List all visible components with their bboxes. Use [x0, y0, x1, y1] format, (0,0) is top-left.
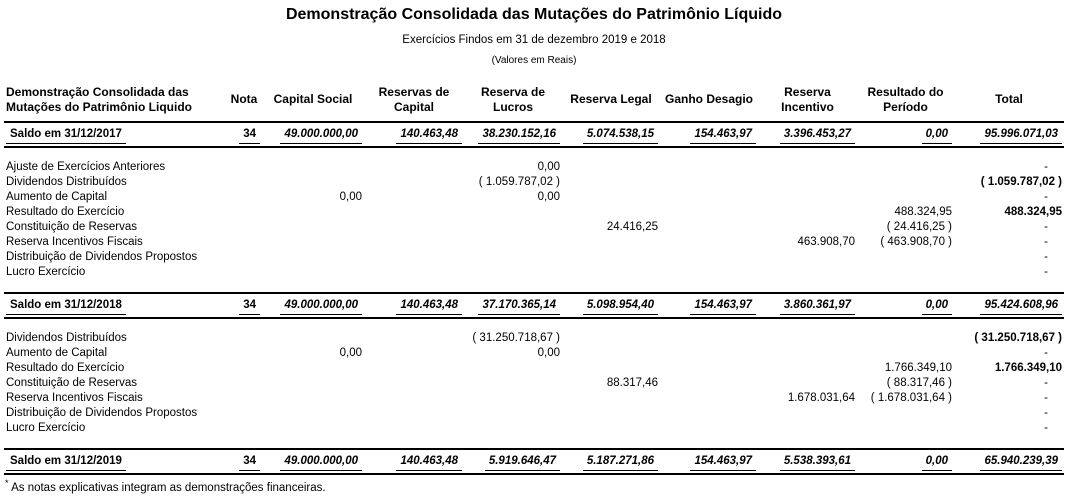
row-label: Reserva Incentivos Fiscais [6, 392, 143, 404]
value-cell [758, 250, 857, 265]
value-cell: 49.000.000,00 [262, 122, 364, 147]
value-cell [660, 376, 758, 391]
movement-row [4, 190, 1064, 205]
row-label: Saldo em 31/12/2018 [4, 293, 226, 318]
value-cell [660, 160, 758, 175]
row-label: Resultado do Exercício [6, 362, 125, 374]
row-label: Distribuição de Dividendos Propostos [6, 251, 198, 263]
value-cell: 95.424.608,96 [954, 293, 1064, 318]
value-cell: - [1044, 251, 1048, 263]
value-cell [226, 235, 262, 250]
page-title: Demonstração Consolidada das Mutações do Patrimônio Líquido [285, 6, 783, 23]
value-cell: 34 [226, 122, 262, 147]
value-cell [262, 250, 364, 265]
value-cell [364, 421, 464, 436]
spacer-cell [4, 147, 1064, 160]
value-cell: ( 1.059.787,02 ) [478, 176, 560, 188]
row-label: Distribuição de Dividendos Propostos [6, 407, 198, 419]
document-header [0, 0, 1068, 66]
value-cell [758, 346, 857, 361]
value-cell: 463.908,70 [797, 236, 855, 248]
value-cell [758, 376, 857, 391]
value-cell: 0,00 [857, 122, 954, 147]
column-header: Reserva Legal [570, 92, 652, 106]
value-cell: ( 31.250.718,67 ) [472, 332, 560, 344]
column-header: Reservas de Capital [378, 84, 450, 114]
value-cell [660, 265, 758, 280]
column-header: Reserva de Lucros [480, 84, 546, 114]
movement-row [4, 421, 1064, 436]
row-label: Aumento de Capital [6, 191, 108, 203]
row-label: Lucro Exercício [6, 422, 86, 434]
value-cell [364, 250, 464, 265]
value-cell [226, 361, 262, 376]
value-cell [262, 391, 364, 406]
value-cell [364, 376, 464, 391]
value-cell: - [1044, 161, 1048, 173]
balance-row [4, 122, 1064, 147]
spacer-row [4, 436, 1064, 449]
value-cell [562, 331, 660, 346]
value-cell [464, 376, 562, 391]
value-cell [857, 250, 954, 265]
row-label: Saldo em 31/12/2019 [4, 449, 226, 474]
column-header: Nota [230, 92, 258, 106]
value-cell [758, 205, 857, 220]
value-cell [464, 250, 562, 265]
value-cell: 65.940.239,39 [954, 449, 1064, 474]
value-cell [364, 220, 464, 235]
value-cell [226, 421, 262, 436]
value-cell [226, 391, 262, 406]
value-cell [660, 361, 758, 376]
value-cell [226, 376, 262, 391]
value-cell: 5.919.646,47 [464, 449, 562, 474]
footnote-text: As notas explicativas integram as demonstrações financeiras. [11, 481, 326, 494]
movement-row [4, 250, 1064, 265]
value-cell: 0,00 [857, 449, 954, 474]
value-cell [562, 406, 660, 421]
value-cell: 5.098.954,40 [562, 293, 660, 318]
value-cell: 1.678.031,64 [787, 392, 855, 404]
value-cell [464, 406, 562, 421]
row-label: Constituição de Reservas [6, 377, 138, 389]
value-cell: 488.324,95 [1004, 206, 1062, 218]
value-cell [660, 205, 758, 220]
value-cell [660, 250, 758, 265]
value-cell [660, 235, 758, 250]
value-cell [758, 265, 857, 280]
value-cell [262, 361, 364, 376]
movement-row [4, 160, 1064, 175]
value-cell: 1.766.349,10 [994, 362, 1062, 374]
movement-row [4, 235, 1064, 250]
value-cell [226, 346, 262, 361]
value-cell: 1.766.349,10 [884, 362, 952, 374]
value-cell: 49.000.000,00 [262, 449, 364, 474]
table-body [4, 122, 1064, 474]
value-cell [857, 421, 954, 436]
value-cell [758, 220, 857, 235]
value-cell: ( 88.317,46 ) [886, 377, 952, 389]
value-cell [364, 175, 464, 190]
movement-row [4, 220, 1064, 235]
column-header: Reserva Incentivo [781, 84, 834, 114]
value-cell: 5.538.393,61 [758, 449, 857, 474]
value-cell: 154.463,97 [660, 122, 758, 147]
balance-row [4, 293, 1064, 318]
value-cell: 0,00 [537, 347, 560, 359]
value-cell: 140.463,48 [364, 449, 464, 474]
row-label: Lucro Exercício [6, 266, 86, 278]
movement-row [4, 361, 1064, 376]
value-cell [562, 190, 660, 205]
row-label: Resultado do Exercício [6, 206, 125, 218]
value-cell: 0,00 [339, 191, 362, 203]
row-label: Dividendos Distribuídos [6, 332, 127, 344]
value-cell [226, 250, 262, 265]
value-cell [226, 220, 262, 235]
value-cell [660, 190, 758, 205]
column-header: Resultado do Período [867, 84, 944, 114]
value-cell: 37.170.365,14 [464, 293, 562, 318]
value-cell [464, 205, 562, 220]
value-cell [226, 160, 262, 175]
value-cell [857, 175, 954, 190]
column-header: Capital Social [273, 92, 353, 106]
value-cell [758, 406, 857, 421]
value-cell: 34 [226, 449, 262, 474]
movement-row [4, 175, 1064, 190]
value-cell: 3.860.361,97 [758, 293, 857, 318]
value-cell [758, 421, 857, 436]
balance-row [4, 449, 1064, 474]
value-cell: - [1044, 392, 1048, 404]
value-cell [562, 421, 660, 436]
value-cell [364, 406, 464, 421]
value-cell [364, 160, 464, 175]
movement-row [4, 376, 1064, 391]
value-cell [364, 361, 464, 376]
movement-row [4, 331, 1064, 346]
value-cell: - [1044, 422, 1048, 434]
spacer-cell [4, 318, 1064, 331]
movement-row [4, 391, 1064, 406]
value-cell: 0,00 [857, 293, 954, 318]
value-cell: 24.416,25 [606, 221, 658, 233]
value-cell [857, 265, 954, 280]
value-cell [262, 376, 364, 391]
row-label: Dividendos Distribuídos [6, 176, 127, 188]
value-cell: 3.396.453,27 [758, 122, 857, 147]
value-cell [758, 190, 857, 205]
value-cell [364, 265, 464, 280]
value-cell [262, 220, 364, 235]
value-cell [262, 175, 364, 190]
value-cell [226, 205, 262, 220]
value-cell [464, 220, 562, 235]
value-cell: 49.000.000,00 [262, 293, 364, 318]
row-label: Ajuste de Exercícios Anteriores [6, 161, 166, 173]
value-cell [857, 406, 954, 421]
value-cell [226, 175, 262, 190]
value-cell: - [1044, 236, 1048, 248]
value-cell [562, 265, 660, 280]
value-cell [857, 331, 954, 346]
spacer-cell [4, 436, 1064, 449]
value-cell: 38.230.152,16 [464, 122, 562, 147]
column-header: Ganho Desagio [664, 92, 753, 106]
column-header-label: Demonstração Consolidada das Mutações do Patrimônio Liquido [6, 84, 192, 114]
value-cell [262, 205, 364, 220]
value-cell [464, 265, 562, 280]
value-cell [660, 406, 758, 421]
value-cell: 34 [226, 293, 262, 318]
value-cell: - [1044, 407, 1048, 419]
value-cell: 140.463,48 [364, 122, 464, 147]
value-cell: - [1044, 266, 1048, 278]
movement-row [4, 406, 1064, 421]
value-cell [857, 190, 954, 205]
spacer-row [4, 147, 1064, 160]
value-cell [226, 406, 262, 421]
value-cell [758, 331, 857, 346]
value-cell [562, 391, 660, 406]
movement-row [4, 205, 1064, 220]
value-cell [758, 160, 857, 175]
value-cell [364, 346, 464, 361]
value-cell [660, 391, 758, 406]
movement-row [4, 346, 1064, 361]
value-cell: 5.187.271,86 [562, 449, 660, 474]
value-cell: 88.317,46 [606, 377, 658, 389]
value-cell [262, 421, 364, 436]
value-cell [364, 190, 464, 205]
spacer-row [4, 318, 1064, 331]
value-cell [562, 175, 660, 190]
value-cell: ( 31.250.718,67 ) [974, 332, 1062, 344]
value-cell [562, 250, 660, 265]
value-cell [226, 265, 262, 280]
spacer-cell [4, 280, 1064, 293]
value-cell: 140.463,48 [364, 293, 464, 318]
currency-note: (Valores em Reais) [491, 55, 577, 66]
value-cell: 95.996.071,03 [954, 122, 1064, 147]
row-label: Constituição de Reservas [6, 221, 138, 233]
value-cell: 154.463,97 [660, 449, 758, 474]
value-cell: 0,00 [537, 161, 560, 173]
spacer-row [4, 280, 1064, 293]
value-cell: 5.074.538,15 [562, 122, 660, 147]
value-cell [660, 331, 758, 346]
value-cell [364, 235, 464, 250]
value-cell: ( 1.678.031,64 ) [870, 392, 952, 404]
value-cell: ( 24.416,25 ) [886, 221, 952, 233]
value-cell [758, 361, 857, 376]
movement-row [4, 265, 1064, 280]
value-cell [262, 160, 364, 175]
value-cell: - [1044, 347, 1048, 359]
value-cell: 0,00 [537, 191, 560, 203]
value-cell [262, 406, 364, 421]
row-label: Saldo em 31/12/2017 [4, 122, 226, 147]
value-cell [562, 205, 660, 220]
value-cell: 154.463,97 [660, 293, 758, 318]
value-cell [857, 160, 954, 175]
value-cell [562, 346, 660, 361]
value-cell [464, 391, 562, 406]
value-cell: ( 1.059.787,02 ) [980, 176, 1062, 188]
value-cell [562, 361, 660, 376]
value-cell [857, 346, 954, 361]
value-cell [562, 160, 660, 175]
value-cell [464, 361, 562, 376]
value-cell [262, 331, 364, 346]
value-cell [364, 331, 464, 346]
value-cell: ( 463.908,70 ) [880, 236, 952, 248]
value-cell [758, 175, 857, 190]
value-cell: 488.324,95 [894, 206, 952, 218]
page-subtitle: Exercícios Findos em 31 de dezembro 2019 e 2018 [402, 34, 666, 46]
equity-mutations-table [4, 78, 1064, 475]
value-cell [364, 391, 464, 406]
value-cell [364, 205, 464, 220]
value-cell [464, 235, 562, 250]
value-cell [660, 220, 758, 235]
value-cell: - [1044, 221, 1048, 233]
value-cell [660, 421, 758, 436]
value-cell: - [1044, 191, 1048, 203]
value-cell [226, 190, 262, 205]
value-cell [660, 175, 758, 190]
footnote [5, 478, 1068, 494]
value-cell [262, 265, 364, 280]
table-header-row [4, 78, 1064, 122]
value-cell: 0,00 [339, 347, 362, 359]
column-header: Total [995, 92, 1023, 106]
value-cell [464, 421, 562, 436]
row-label: Reserva Incentivos Fiscais [6, 236, 143, 248]
footnote-marker: * [5, 478, 9, 488]
row-label: Aumento de Capital [6, 347, 108, 359]
value-cell [562, 235, 660, 250]
value-cell [660, 346, 758, 361]
value-cell [226, 331, 262, 346]
value-cell: - [1044, 377, 1048, 389]
value-cell [262, 235, 364, 250]
